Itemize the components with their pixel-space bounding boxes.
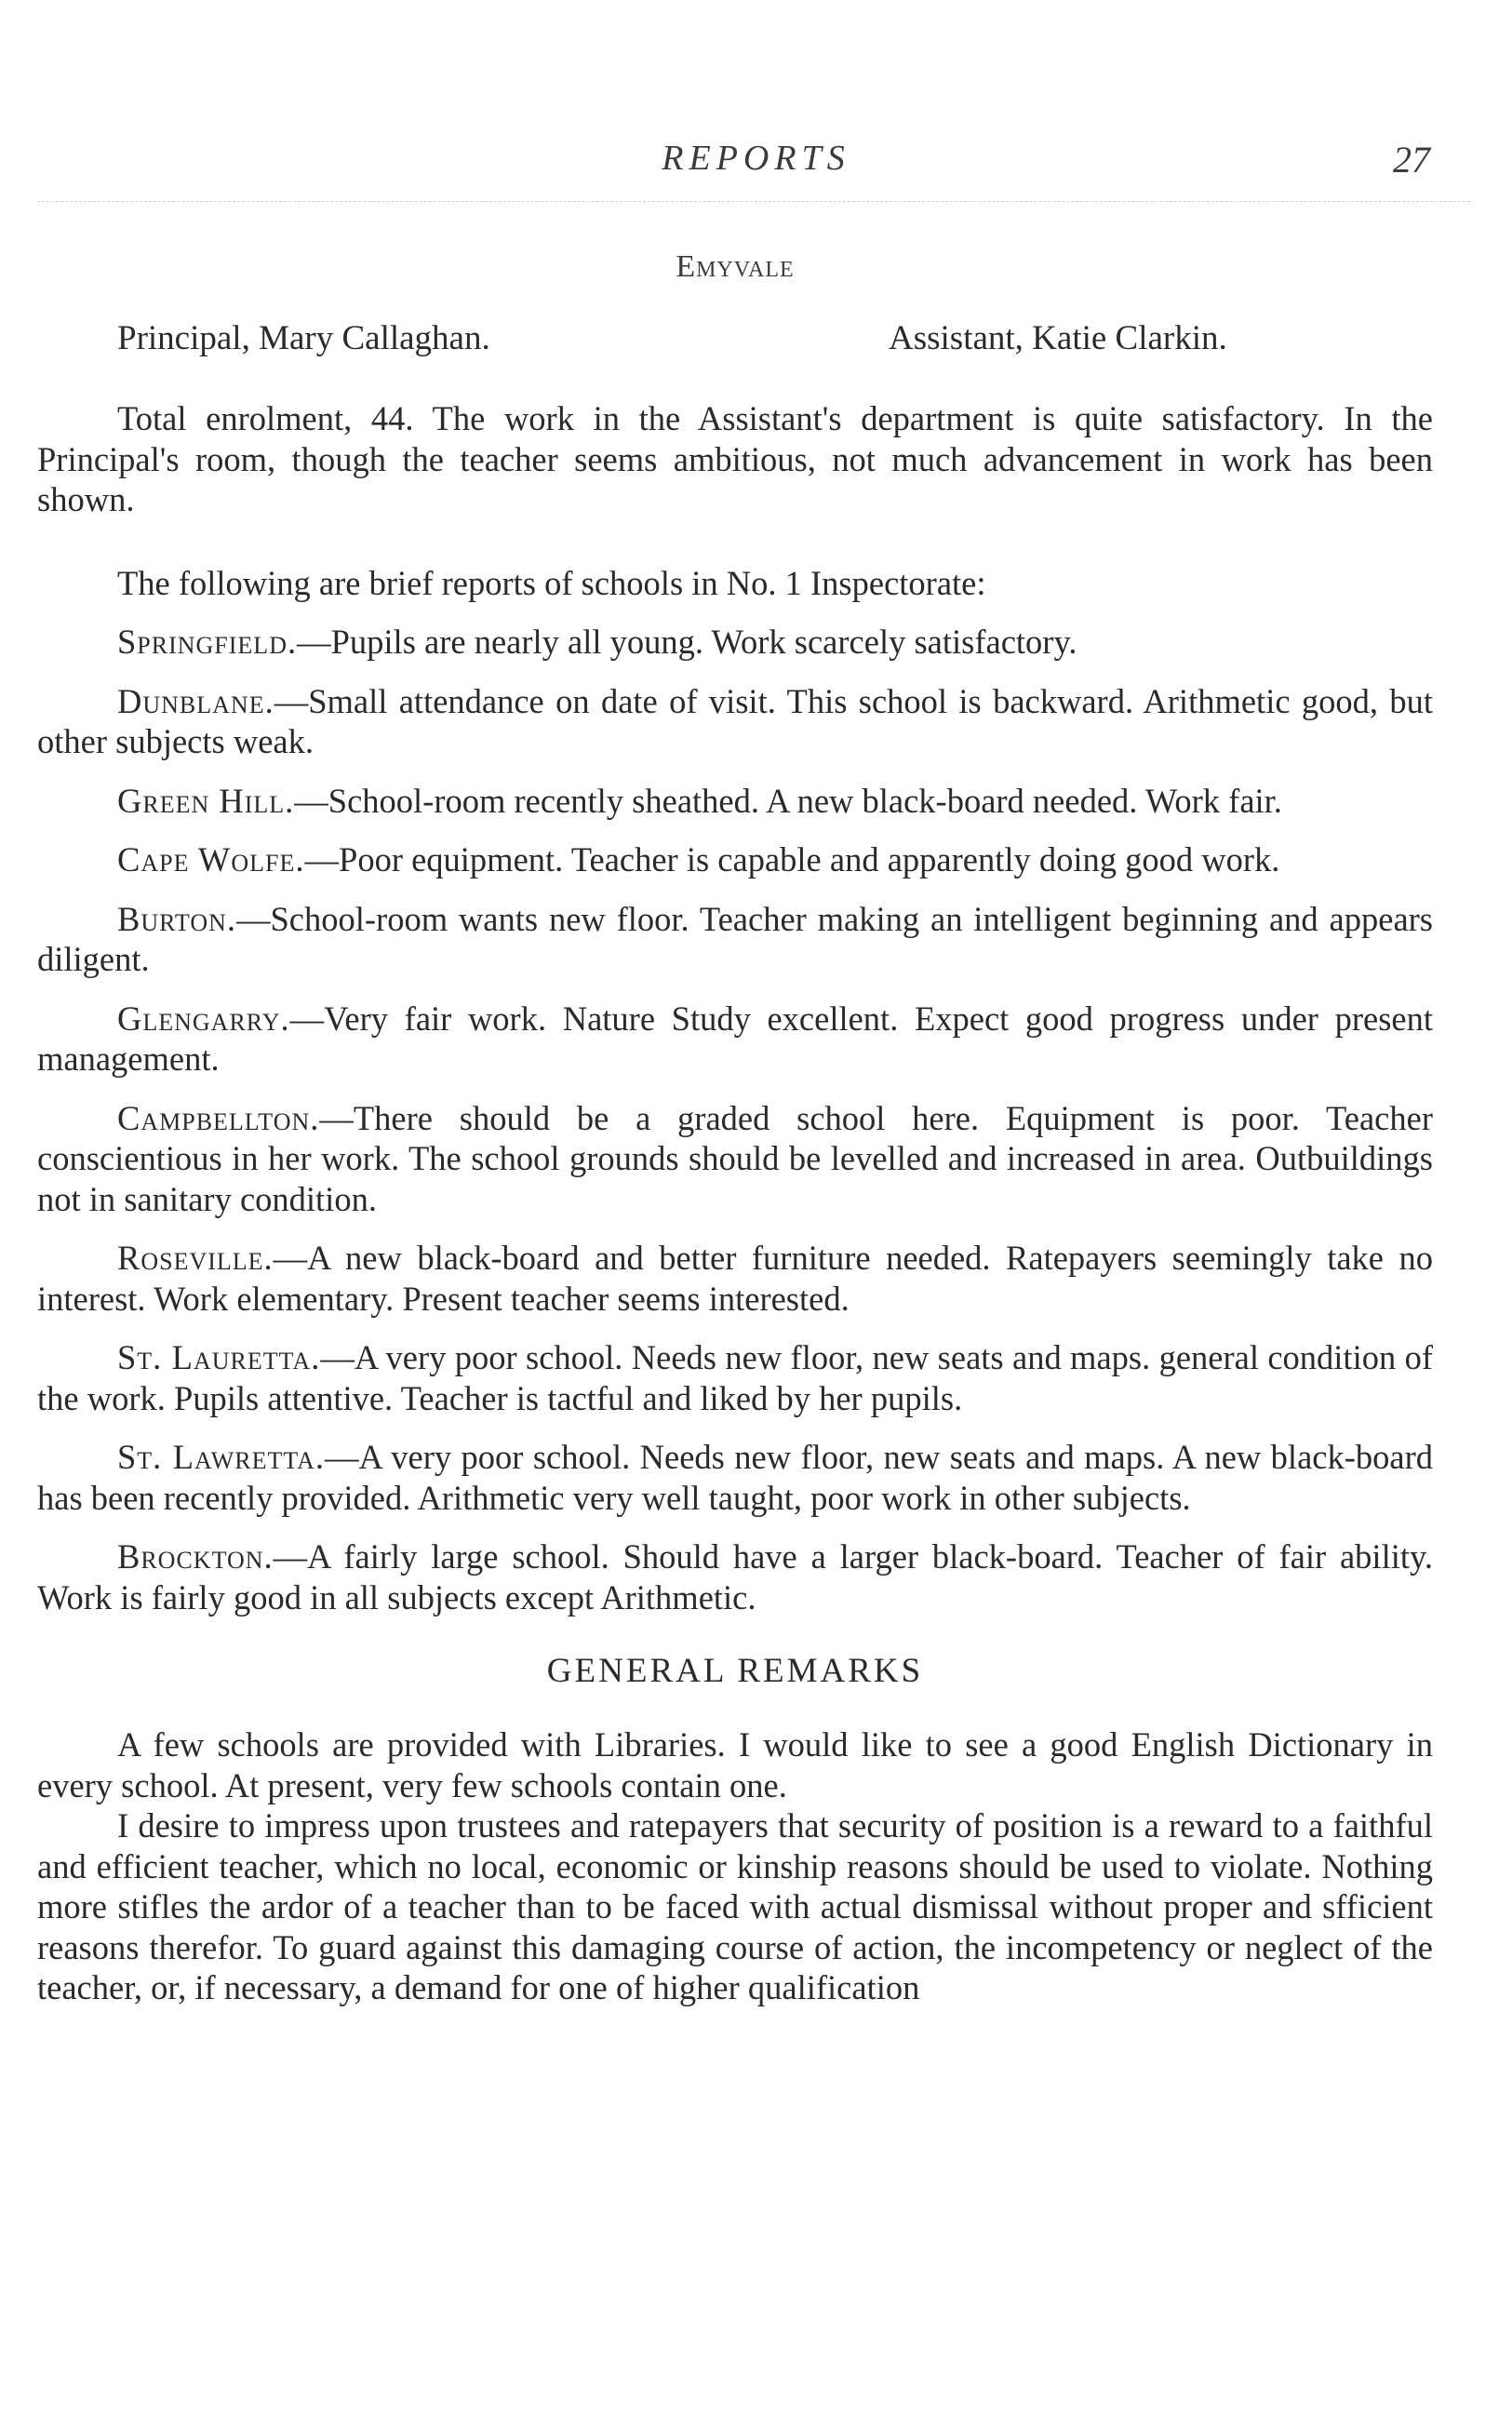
school-name: Burton. (117, 899, 236, 938)
staff-line (37, 318, 1433, 367)
page-body (37, 249, 1433, 2008)
school-report (37, 681, 1433, 762)
school-name: St. Lawretta. (117, 1438, 326, 1476)
school-name: Green Hill. (117, 781, 295, 820)
school-report (37, 1337, 1433, 1418)
running-head (0, 138, 1512, 184)
general-remarks-heading: GENERAL REMARKS (546, 1652, 924, 1690)
general-remarks-paragraph: A few schools are provided with Libraries. I would like to see a good English Dictionary in every school. At present, very few schools contain one. (37, 1725, 1433, 1804)
section-heading-emyvale: Emyvale (676, 249, 795, 284)
school-name: St. Lauretta. (117, 1338, 321, 1376)
school-report-text: —A fairly large school. Should have a larger black-board. Teacher of fair ability. Work is fairly good in all subjects except Arithmetic. (37, 1537, 1433, 1616)
school-report-text: —There should be a graded school here. Equipment is poor. Teacher conscientious in her work. The school grounds should be levelled and increased in area. Outbuildings not in sanitary condition. (37, 1098, 1433, 1218)
school-report-text: —A very poor school. Needs new floor, new seats and maps. general condition of the work. Pupils attentive. Teacher is tactful and liked by her pupils. (37, 1338, 1433, 1417)
school-report (37, 1238, 1433, 1319)
school-report-text: —A very poor school. Needs new floor, new seats and maps. A new black-board has been recently provided. Arithmetic very well taught, poor work in other subjects. (37, 1438, 1433, 1517)
assistant-name: Assistant, Katie Clarkin. (889, 319, 1227, 357)
school-report (37, 1437, 1433, 1518)
school-report (37, 622, 1433, 663)
school-report (37, 839, 1433, 880)
school-name: Campbellton. (117, 1098, 320, 1137)
school-report-text: —A new black-board and better furniture needed. Ratepayers seemingly take no interest. Work elementary. Present teacher seems interested. (37, 1239, 1433, 1318)
school-report (37, 1098, 1433, 1220)
school-name: Springfield. (117, 623, 298, 661)
school-report-text: —Poor equipment. Teacher is capable and apparently doing good work. (304, 840, 1280, 879)
school-name: Brockton. (117, 1537, 274, 1576)
general-remarks-paragraph: I desire to impress upon trustees and ratepayers that security of position is a reward to a faithful and efficient teacher, which no local, economic or kinship reasons should be used to violate. Nothing more stifles the ardor of a teacher than to be faced with actual dismissal without proper and sfficient reasons therefor. To guard against this damaging course of action, the incompetency or neglect of the teacher, or, if necessary, a demand for one of higher qualification (37, 1806, 1433, 2006)
school-name: Cape Wolfe. (117, 840, 305, 879)
school-report-text: —School-room wants new floor. Teacher making an intelligent beginning and appears diligent. (37, 899, 1433, 978)
school-report (37, 999, 1433, 1080)
page-number: 27 (1393, 139, 1430, 181)
school-report-text: —Small attendance on date of visit. This school is backward. Arithmetic good, but other subjects weak. (37, 681, 1433, 760)
school-report (37, 781, 1433, 822)
school-report (37, 1536, 1433, 1617)
school-name: Roseville. (117, 1239, 274, 1277)
school-name: Dunblane. (117, 681, 274, 720)
school-name: Glengarry. (117, 999, 290, 1038)
school-report-text: —School-room recently sheathed. A new black-board needed. Work fair. (294, 781, 1282, 820)
emyvale-report: Total enrolment, 44. The work in the Assistant's department is quite satisfactory. In the Principal's room, though the teacher seems ambitious, not much advancement in work has been shown. (37, 399, 1433, 518)
inspectorate-intro: The following are brief reports of schools in No. 1 Inspectorate: (117, 563, 986, 602)
header-rule (37, 201, 1470, 202)
principal-name: Principal, Mary Callaghan. (117, 319, 490, 357)
school-report-text: —Very fair work. Nature Study excellent. Expect good progress under present management. (37, 999, 1433, 1078)
school-report-text: —Pupils are nearly all young. Work scarcely satisfactory. (297, 623, 1077, 661)
school-report (37, 899, 1433, 980)
running-title: REPORTS (662, 139, 850, 178)
